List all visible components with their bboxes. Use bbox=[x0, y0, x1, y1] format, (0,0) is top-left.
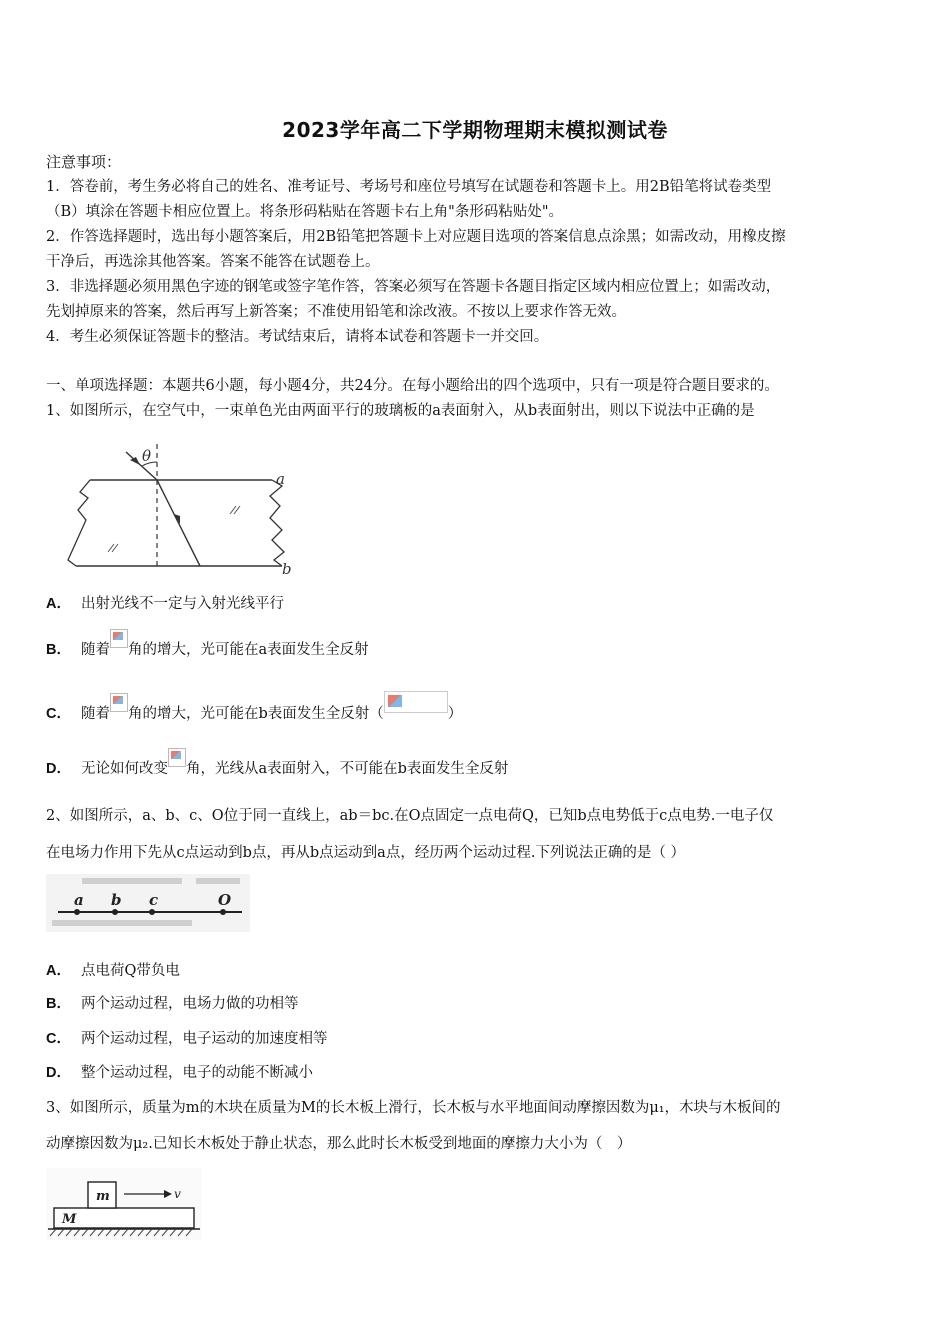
option-text-post: 角，光线从a表面射入，不可能在b表面发生全反射 bbox=[185, 761, 509, 777]
q2-option-a bbox=[46, 961, 910, 981]
notice-line: 4．考生必须保证答题卡的整洁。考试结束后，请将本试卷和答题卡一并交回。 bbox=[46, 329, 549, 345]
option-text-post: 角的增大，光可能在a表面发生全反射 bbox=[127, 642, 369, 658]
notice-line: 3．非选择题必须用黑色字迹的钢笔或签字笔作答，答案必须写在答题卡各题目指定区域内相应位置上；如需改动， bbox=[46, 279, 781, 295]
question-3-stem-line2: 动摩擦因数为μ₂.已知长木板处于静止状态，那么此时长木板受到地面的摩擦力大小为（ ） bbox=[46, 1136, 632, 1152]
question-2-stem-line2: 在电场力作用下先从c点运动到b点，再从b点运动到a点，经历两个运动过程.下列说法正确的是（ ） bbox=[46, 845, 686, 861]
option-text: 点电荷Q带负电 bbox=[80, 963, 180, 979]
point-b-label: b bbox=[111, 891, 122, 909]
option-letter: C． bbox=[46, 706, 71, 722]
option-text-post: 角的增大，光可能在b表面发生全反射（ bbox=[127, 706, 384, 722]
surface-a-label: a bbox=[276, 470, 285, 488]
velocity-label: v bbox=[174, 1187, 181, 1201]
option-letter: B． bbox=[46, 642, 71, 658]
point-a-label: a bbox=[74, 891, 84, 909]
question-1-stem: 1、如图所示，在空气中，一束单色光由两面平行的玻璃板的a表面射入，从b表面射出，则以下说法中正确的是 bbox=[46, 403, 755, 419]
q2-option-c bbox=[46, 1029, 910, 1049]
option-text-pre: 无论如何改变 bbox=[80, 761, 168, 777]
point-o-label: O bbox=[218, 891, 232, 909]
question-3-stem-line1: 3、如图所示，质量为m的木块在质量为M的长木板上滑行，长木板与水平地面间动摩擦因数为μ₁，木块与木板间的 bbox=[46, 1100, 781, 1116]
notice-line: （B）填涂在答题卡相应位置上。将条形码粘贴在答题卡右上角"条形码粘贴处"。 bbox=[46, 204, 563, 220]
option-text-pre: 随着 bbox=[80, 706, 110, 722]
option-text: 两个运动过程，电子运动的加速度相等 bbox=[80, 1031, 328, 1047]
mass-big-m-label: M bbox=[62, 1212, 77, 1227]
option-text: 两个运动过程，电场力做的功相等 bbox=[80, 996, 299, 1012]
q1-option-a bbox=[46, 594, 910, 614]
option-letter: D． bbox=[46, 761, 71, 777]
block-on-board-figure bbox=[46, 1168, 202, 1240]
broken-image-icon bbox=[110, 693, 128, 712]
page-title: 2023学年高二下学期物理期末模拟测试卷 bbox=[282, 118, 668, 142]
option-text: 整个运动过程，电子的动能不断减小 bbox=[80, 1065, 313, 1081]
mass-m-label: m bbox=[96, 1189, 110, 1204]
broken-image-icon bbox=[384, 691, 448, 713]
option-letter: A． bbox=[46, 596, 71, 612]
section-heading: 一、单项选择题：本题共6小题，每小题4分，共24分。在每小题给出的四个选项中，只有一项是符合题目要求的。 bbox=[46, 378, 779, 394]
option-text-pre: 随着 bbox=[80, 642, 110, 658]
glass-plate-figure bbox=[60, 436, 300, 582]
notice-line: 干净后，再选涂其他答案。答案不能答在试题卷上。 bbox=[46, 254, 380, 270]
option-letter: C． bbox=[46, 1031, 71, 1047]
q2-option-d bbox=[46, 1063, 910, 1083]
q1-option-c bbox=[46, 699, 910, 724]
surface-b-label: b bbox=[282, 560, 292, 578]
q1-option-b bbox=[46, 640, 910, 660]
broken-image-icon bbox=[110, 629, 128, 648]
option-letter: B． bbox=[46, 996, 71, 1012]
option-letter: D． bbox=[46, 1065, 71, 1081]
broken-image-icon bbox=[168, 748, 186, 767]
notice-line: 2．作答选择题时，选出每小题答案后，用2B铅笔把答题卡上对应题目选项的答案信息点涂黑；如需改动，用橡皮擦 bbox=[46, 229, 786, 245]
option-letter: A． bbox=[46, 963, 71, 979]
option-text: 出射光线不一定与入射光线平行 bbox=[80, 596, 284, 612]
q1-option-d bbox=[46, 759, 910, 779]
notice-line: 先划掉原来的答案，然后再写上新答案；不准使用铅笔和涂改液。不按以上要求作答无效。 bbox=[46, 304, 626, 320]
q2-option-b bbox=[46, 994, 910, 1014]
point-line-figure bbox=[46, 874, 250, 932]
option-text-tail: ） bbox=[447, 706, 463, 722]
point-c-label: c bbox=[149, 891, 159, 909]
question-2-stem-line1: 2、如图所示，a、b、c、O位于同一直线上，ab＝bc.在O点固定一点电荷Q，已知b点电势低于c点电势.一电子仅 bbox=[46, 808, 774, 824]
notice-line: 1．答卷前，考生务必将自己的姓名、准考证号、考场号和座位号填写在试题卷和答题卡上。用2B铅笔将试卷类型 bbox=[46, 179, 772, 195]
theta-label: θ bbox=[142, 447, 152, 465]
notice-heading: 注意事项： bbox=[46, 153, 122, 171]
